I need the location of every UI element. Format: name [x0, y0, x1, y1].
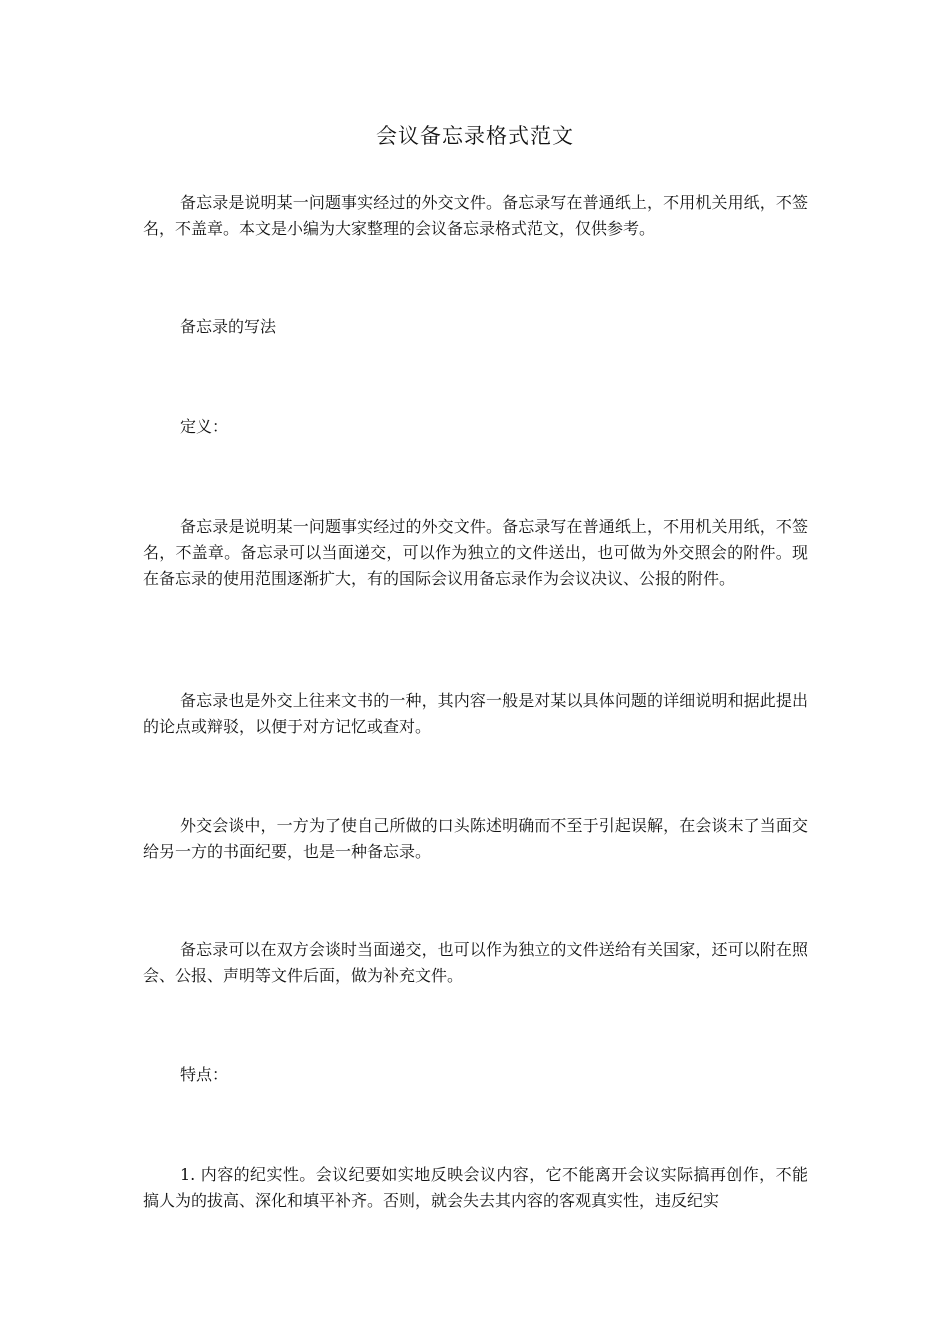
diplomatic-paragraph: 备忘录也是外交上往来文书的一种，其内容一般是对某以具体问题的详细说明和据此提出的论点或辩驳，以便于对方记忆或查对。: [143, 691, 808, 736]
definition-paragraph: 备忘录是说明某一问题事实经过的外交文件。备忘录写在普通纸上，不用机关用纸，不签名，不盖章。备忘录可以当面递交，可以作为独立的文件送出，也可做为外交照会的附件。现在备忘录的使用范围逐渐扩大，有的国际会议用备忘录作为会议决议、公报的附件。: [143, 517, 808, 588]
feature-1-paragraph: 1. 内容的纪实性。会议纪要如实地反映会议内容，它不能离开会议实际搞再创作，不能搞人为的拔高、深化和填平补齐。否则，就会失去其内容的客观真实性，违反纪实: [143, 1165, 808, 1210]
talks-paragraph: 外交会谈中，一方为了使自己所做的口头陈述明确而不至于引起误解，在会谈末了当面交给另一方的书面纪要，也是一种备忘录。: [143, 816, 808, 861]
section-heading-writing: 备忘录的写法: [180, 317, 277, 336]
features-label: 特点：: [180, 1065, 229, 1084]
document-title: 会议备忘录格式范文: [376, 124, 574, 148]
intro-paragraph: 备忘录是说明某一问题事实经过的外交文件。备忘录写在普通纸上，不用机关用纸，不签名，不盖章。本文是小编为大家整理的会议备忘录格式范文，仅供参考。: [143, 193, 808, 238]
delivery-paragraph: 备忘录可以在双方会谈时当面递交，也可以作为独立的文件送给有关国家，还可以附在照会、公报、声明等文件后面，做为补充文件。: [143, 940, 808, 985]
definition-label: 定义：: [180, 417, 229, 436]
